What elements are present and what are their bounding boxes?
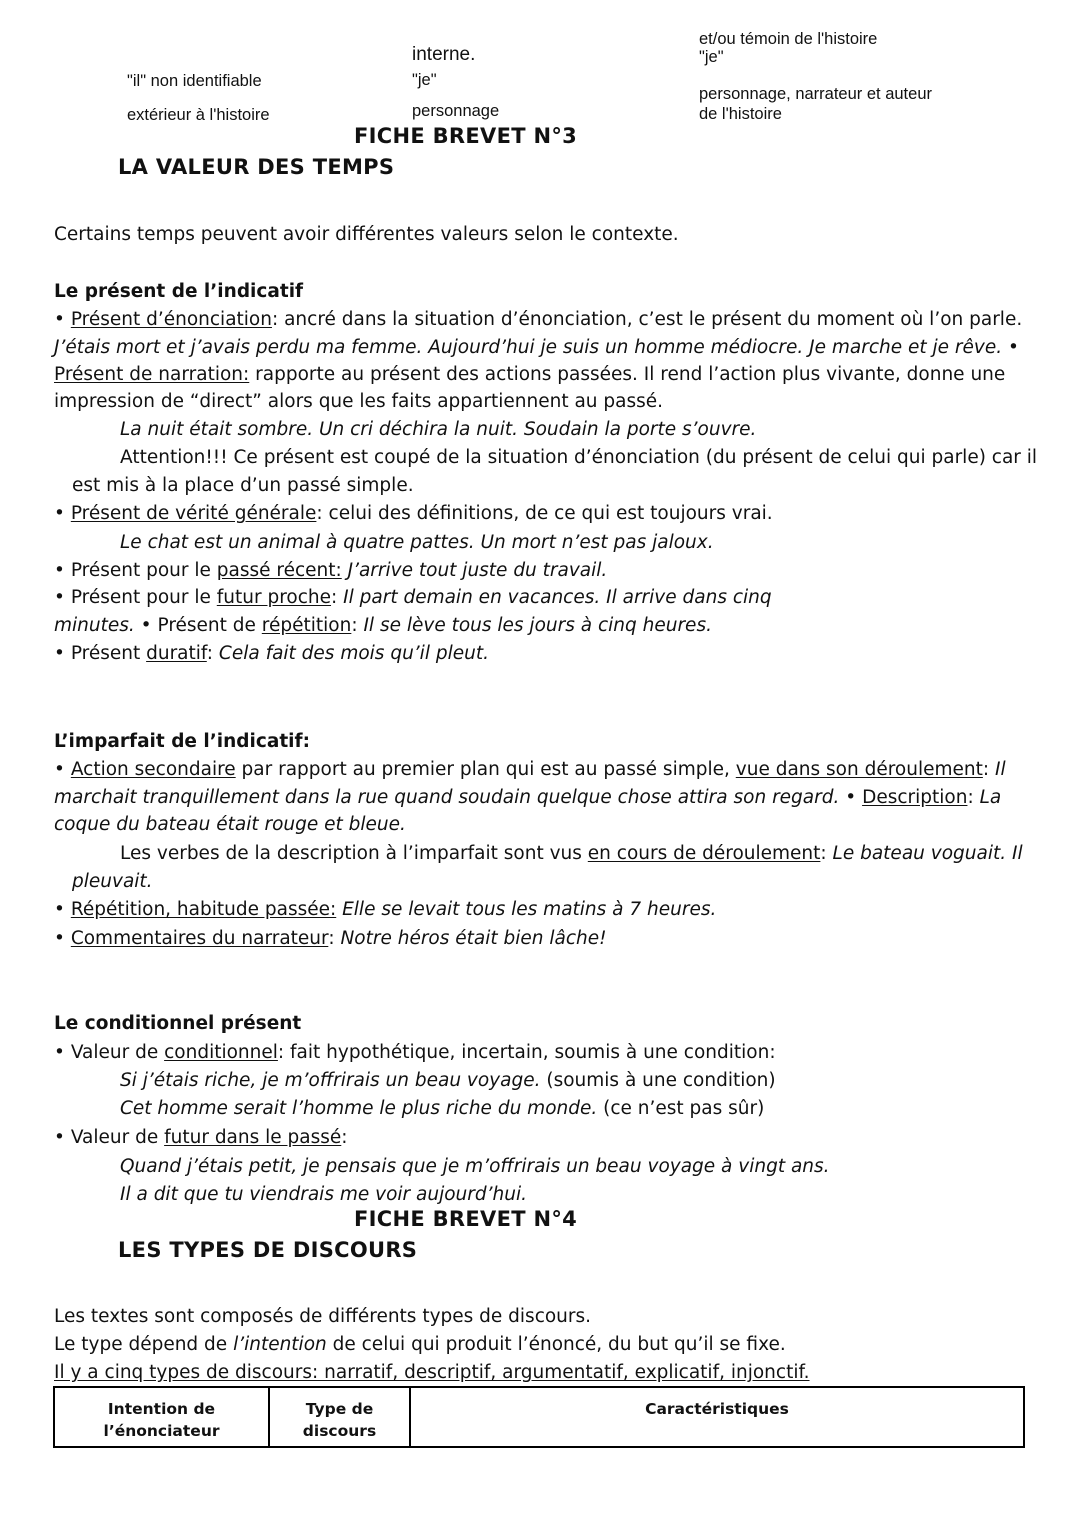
present-line-3 bbox=[54, 364, 1005, 385]
present-line-4: impression de “direct” alors que les faits appartiennent au passé. bbox=[54, 391, 664, 412]
table-header-row bbox=[54, 1387, 1024, 1447]
top-left-line2: extérieur à l'histoire bbox=[127, 106, 270, 124]
present-repetition-label: répétition bbox=[261, 615, 352, 636]
imparfait-commentaires-example: Notre héros était bien lâche! bbox=[340, 928, 607, 949]
present-futur-label: futur proche bbox=[216, 587, 332, 608]
present-recent-label: passé récent: bbox=[216, 560, 342, 581]
present-line-7: est mis à la place d’un passé simple. bbox=[72, 475, 414, 496]
imparfait-cours-label: en cours de déroulement bbox=[587, 843, 821, 864]
imparfait-verbes-text: Les verbes de la description à l’imparfait sont vus bbox=[120, 843, 588, 864]
conditionnel-text: : fait hypothétique, incertain, soumis à une condition: bbox=[277, 1042, 776, 1063]
bullet: • bbox=[54, 587, 65, 608]
top-right-line1: et/ou témoin de l'histoire bbox=[699, 30, 878, 48]
fiche4-p2-intention: l’intention bbox=[233, 1334, 327, 1355]
bullet: • bbox=[54, 1127, 65, 1148]
present-verite-example: Le chat est un animal à quatre pattes. Un mort n’est pas jaloux. bbox=[120, 532, 714, 553]
imparfait-line-4: Les verbes de la description à l’imparfait sont vus en cours de déroulement: Le bateau voguait. Il bbox=[120, 843, 1023, 864]
bullet: • bbox=[54, 759, 65, 780]
bullet: • bbox=[54, 560, 65, 581]
table-header-type-line1: Type de bbox=[305, 1400, 374, 1418]
present-line-10 bbox=[54, 560, 607, 581]
conditionnel-futur-prefix: Valeur de bbox=[70, 1127, 165, 1148]
table-header-intention bbox=[54, 1387, 269, 1447]
fiche3-heading: FICHE BREVET N°3 bbox=[354, 124, 578, 148]
present-futur-prefix: Présent pour le bbox=[70, 587, 217, 608]
present-line-12: minutes. • Présent de répétition: Il se lève tous les jours à cinq heures. bbox=[54, 615, 712, 636]
bullet: • bbox=[54, 643, 65, 664]
present-futur-example: Il part demain en vacances. Il arrive dans cinq bbox=[343, 587, 772, 608]
conditionnel-example-4: Il a dit que tu viendrais me voir aujourd’hui. bbox=[120, 1184, 527, 1205]
conditionnel-section bbox=[54, 1013, 1054, 1213]
present-duratif-label: duratif bbox=[146, 643, 207, 664]
table-header-type bbox=[269, 1387, 410, 1447]
imparfait-description-example: coque du bateau était rouge et bleue. bbox=[54, 814, 406, 835]
conditionnel-line-2 bbox=[120, 1070, 776, 1091]
present-repetition-example: Il se lève tous les jours à cinq heures. bbox=[363, 615, 712, 636]
table-header-type-line2: discours bbox=[302, 1422, 377, 1440]
present-line-8 bbox=[54, 503, 773, 524]
conditionnel-line-1 bbox=[54, 1042, 776, 1063]
fiche3-title: LA VALEUR DES TEMPS bbox=[118, 155, 395, 179]
present-attention: Attention!!! Ce présent est coupé de la situation d’énonciation (du présent de celui qui parle) car il bbox=[120, 447, 1038, 468]
conditionnel-label: conditionnel bbox=[164, 1042, 278, 1063]
present-narration-example: La nuit était sombre. Un cri déchira la nuit. Soudain la porte s’ouvre. bbox=[120, 419, 757, 440]
imparfait-line-6 bbox=[54, 899, 716, 920]
fiche4-p2-suffix: de celui qui produit l’énoncé, du but qu’il se fixe. bbox=[326, 1334, 786, 1355]
imparfait-title: L’imparfait de l’indicatif: bbox=[54, 731, 310, 752]
imparfait-action-example-start: Il bbox=[995, 759, 1006, 780]
present-duratif-prefix: Présent bbox=[70, 643, 147, 664]
imparfait-action-example: marchait tranquillement dans la rue quand soudain quelque chose attira son regard. bbox=[54, 787, 840, 808]
bullet: • bbox=[845, 787, 857, 808]
fiche4-heading: FICHE BREVET N°4 bbox=[354, 1207, 578, 1231]
bullet: • bbox=[54, 503, 65, 524]
fiche4-p2 bbox=[54, 1334, 786, 1355]
conditionnel-title: Le conditionnel présent bbox=[54, 1013, 302, 1034]
conditionnel-line-4: • Valeur de futur dans le passé: bbox=[54, 1127, 348, 1148]
bullet: • bbox=[140, 615, 152, 636]
present-enonciation-label: Présent d’énonciation bbox=[70, 309, 272, 330]
table-header-intention-line2: l’énonciateur bbox=[103, 1422, 220, 1440]
bullet: • bbox=[54, 928, 65, 949]
imparfait-section bbox=[54, 731, 1054, 961]
present-title: Le présent de l’indicatif bbox=[54, 281, 304, 302]
discours-table bbox=[53, 1386, 1025, 1448]
present-recent-example: J’arrive tout juste du travail. bbox=[341, 560, 608, 581]
imparfait-line-1: • Action secondaire par rapport au premier plan qui est au passé simple, vue dans son déroulement: Il bbox=[54, 759, 1006, 780]
imparfait-line-7: • Commentaires du narrateur: Notre héros était bien lâche! bbox=[54, 928, 607, 949]
imparfait-description-label: Description bbox=[862, 787, 968, 808]
imparfait-cours-example: Le bateau voguait. Il bbox=[832, 843, 1023, 864]
conditionnel-valeur-prefix: Valeur de bbox=[70, 1042, 165, 1063]
present-verite-text: : celui des définitions, de ce qui est toujours vrai. bbox=[316, 503, 773, 524]
conditionnel-example-1: Si j’étais riche, je m’offrirais un beau voyage. bbox=[120, 1070, 541, 1091]
fiche4-p2-prefix: Le type dépend de bbox=[54, 1334, 234, 1355]
present-duratif-example: Cela fait des mois qu’il pleut. bbox=[218, 643, 489, 664]
bullet: • bbox=[54, 309, 65, 330]
conditionnel-example-3: Quand j’étais petit, je pensais que je m’offrirais un beau voyage à vingt ans. bbox=[120, 1156, 830, 1177]
present-narration-label: Présent de narration: bbox=[54, 364, 250, 385]
top-right-line3: personnage, narrateur et auteur bbox=[699, 85, 932, 103]
present-line-11: • Présent pour le futur proche: Il part demain en vacances. Il arrive dans cinq bbox=[54, 587, 772, 608]
imparfait-repetition-example: Elle se levait tous les matins à 7 heures. bbox=[336, 899, 717, 920]
top-left-line1: "il" non identifiable bbox=[127, 72, 262, 90]
imparfait-line-2: marchait tranquillement dans la rue quand soudain quelque chose attira son regard. • Description: La bbox=[54, 787, 1002, 808]
present-enonciation-example: J’étais mort et j’avais perdu ma femme. Aujourd’hui je suis un homme médiocre. Je marche et je rêve. bbox=[54, 337, 1003, 358]
top-mid-line2: "je" bbox=[412, 71, 437, 89]
fiche4-p3: Il y a cinq types de discours: narratif, descriptif, argumentatif, explicatif, injonctif. bbox=[54, 1362, 810, 1383]
conditionnel-line-3 bbox=[120, 1098, 764, 1119]
imparfait-action-text: par rapport au premier plan qui est au passé simple, bbox=[235, 759, 736, 780]
conditionnel-note-2: (ce n’est pas sûr) bbox=[597, 1098, 765, 1119]
top-right-line2: "je" bbox=[699, 48, 724, 66]
imparfait-deroulement-label: vue dans son déroulement bbox=[735, 759, 983, 780]
table-header-caracteristiques: Caractéristiques bbox=[645, 1400, 789, 1418]
present-recent-prefix: Présent pour le bbox=[70, 560, 217, 581]
imparfait-action-label: Action secondaire bbox=[70, 759, 236, 780]
imparfait-description-example-start: La bbox=[979, 787, 1002, 808]
fiche4-p1: Les textes sont composés de différents types de discours. bbox=[54, 1306, 592, 1327]
present-narration-text: rapporte au présent des actions passées. Il rend l’action plus vivante, donne une bbox=[249, 364, 1006, 385]
fiche4-title: LES TYPES DE DISCOURS bbox=[118, 1238, 418, 1262]
top-mid-line3: personnage bbox=[412, 102, 500, 120]
present-verite-label: Présent de vérité générale bbox=[70, 503, 317, 524]
top-mid-line1: interne. bbox=[412, 44, 476, 65]
bullet: • bbox=[54, 899, 65, 920]
present-futur-example-end: minutes. bbox=[54, 615, 135, 636]
present-line-2 bbox=[54, 337, 1019, 358]
conditionnel-note-1: (soumis à une condition) bbox=[540, 1070, 776, 1091]
present-line-13: • Présent duratif: Cela fait des mois qu’il pleut. bbox=[54, 643, 489, 664]
fiche3-intro: Certains temps peuvent avoir différentes valeurs selon le contexte. bbox=[54, 224, 679, 245]
imparfait-cours-example-end: pleuvait. bbox=[72, 871, 153, 892]
bullet: • bbox=[54, 1042, 65, 1063]
imparfait-commentaires-label: Commentaires du narrateur bbox=[70, 928, 329, 949]
imparfait-repetition-label: Répétition, habitude passée: bbox=[70, 899, 337, 920]
present-section bbox=[54, 281, 1054, 681]
conditionnel-example-2: Cet homme serait l’homme le plus riche du monde. bbox=[120, 1098, 598, 1119]
bullet: • bbox=[1008, 337, 1019, 358]
present-enonciation-text: : ancré dans la situation d’énonciation, c’est le présent du moment où l’on parle. bbox=[271, 309, 1023, 330]
present-repetition-prefix: Présent de bbox=[157, 615, 262, 636]
conditionnel-futur-label: futur dans le passé bbox=[164, 1127, 342, 1148]
present-line-1 bbox=[54, 309, 1022, 330]
top-right-line4: de l'histoire bbox=[699, 105, 782, 123]
table-header-intention-line1: Intention de bbox=[107, 1400, 216, 1418]
